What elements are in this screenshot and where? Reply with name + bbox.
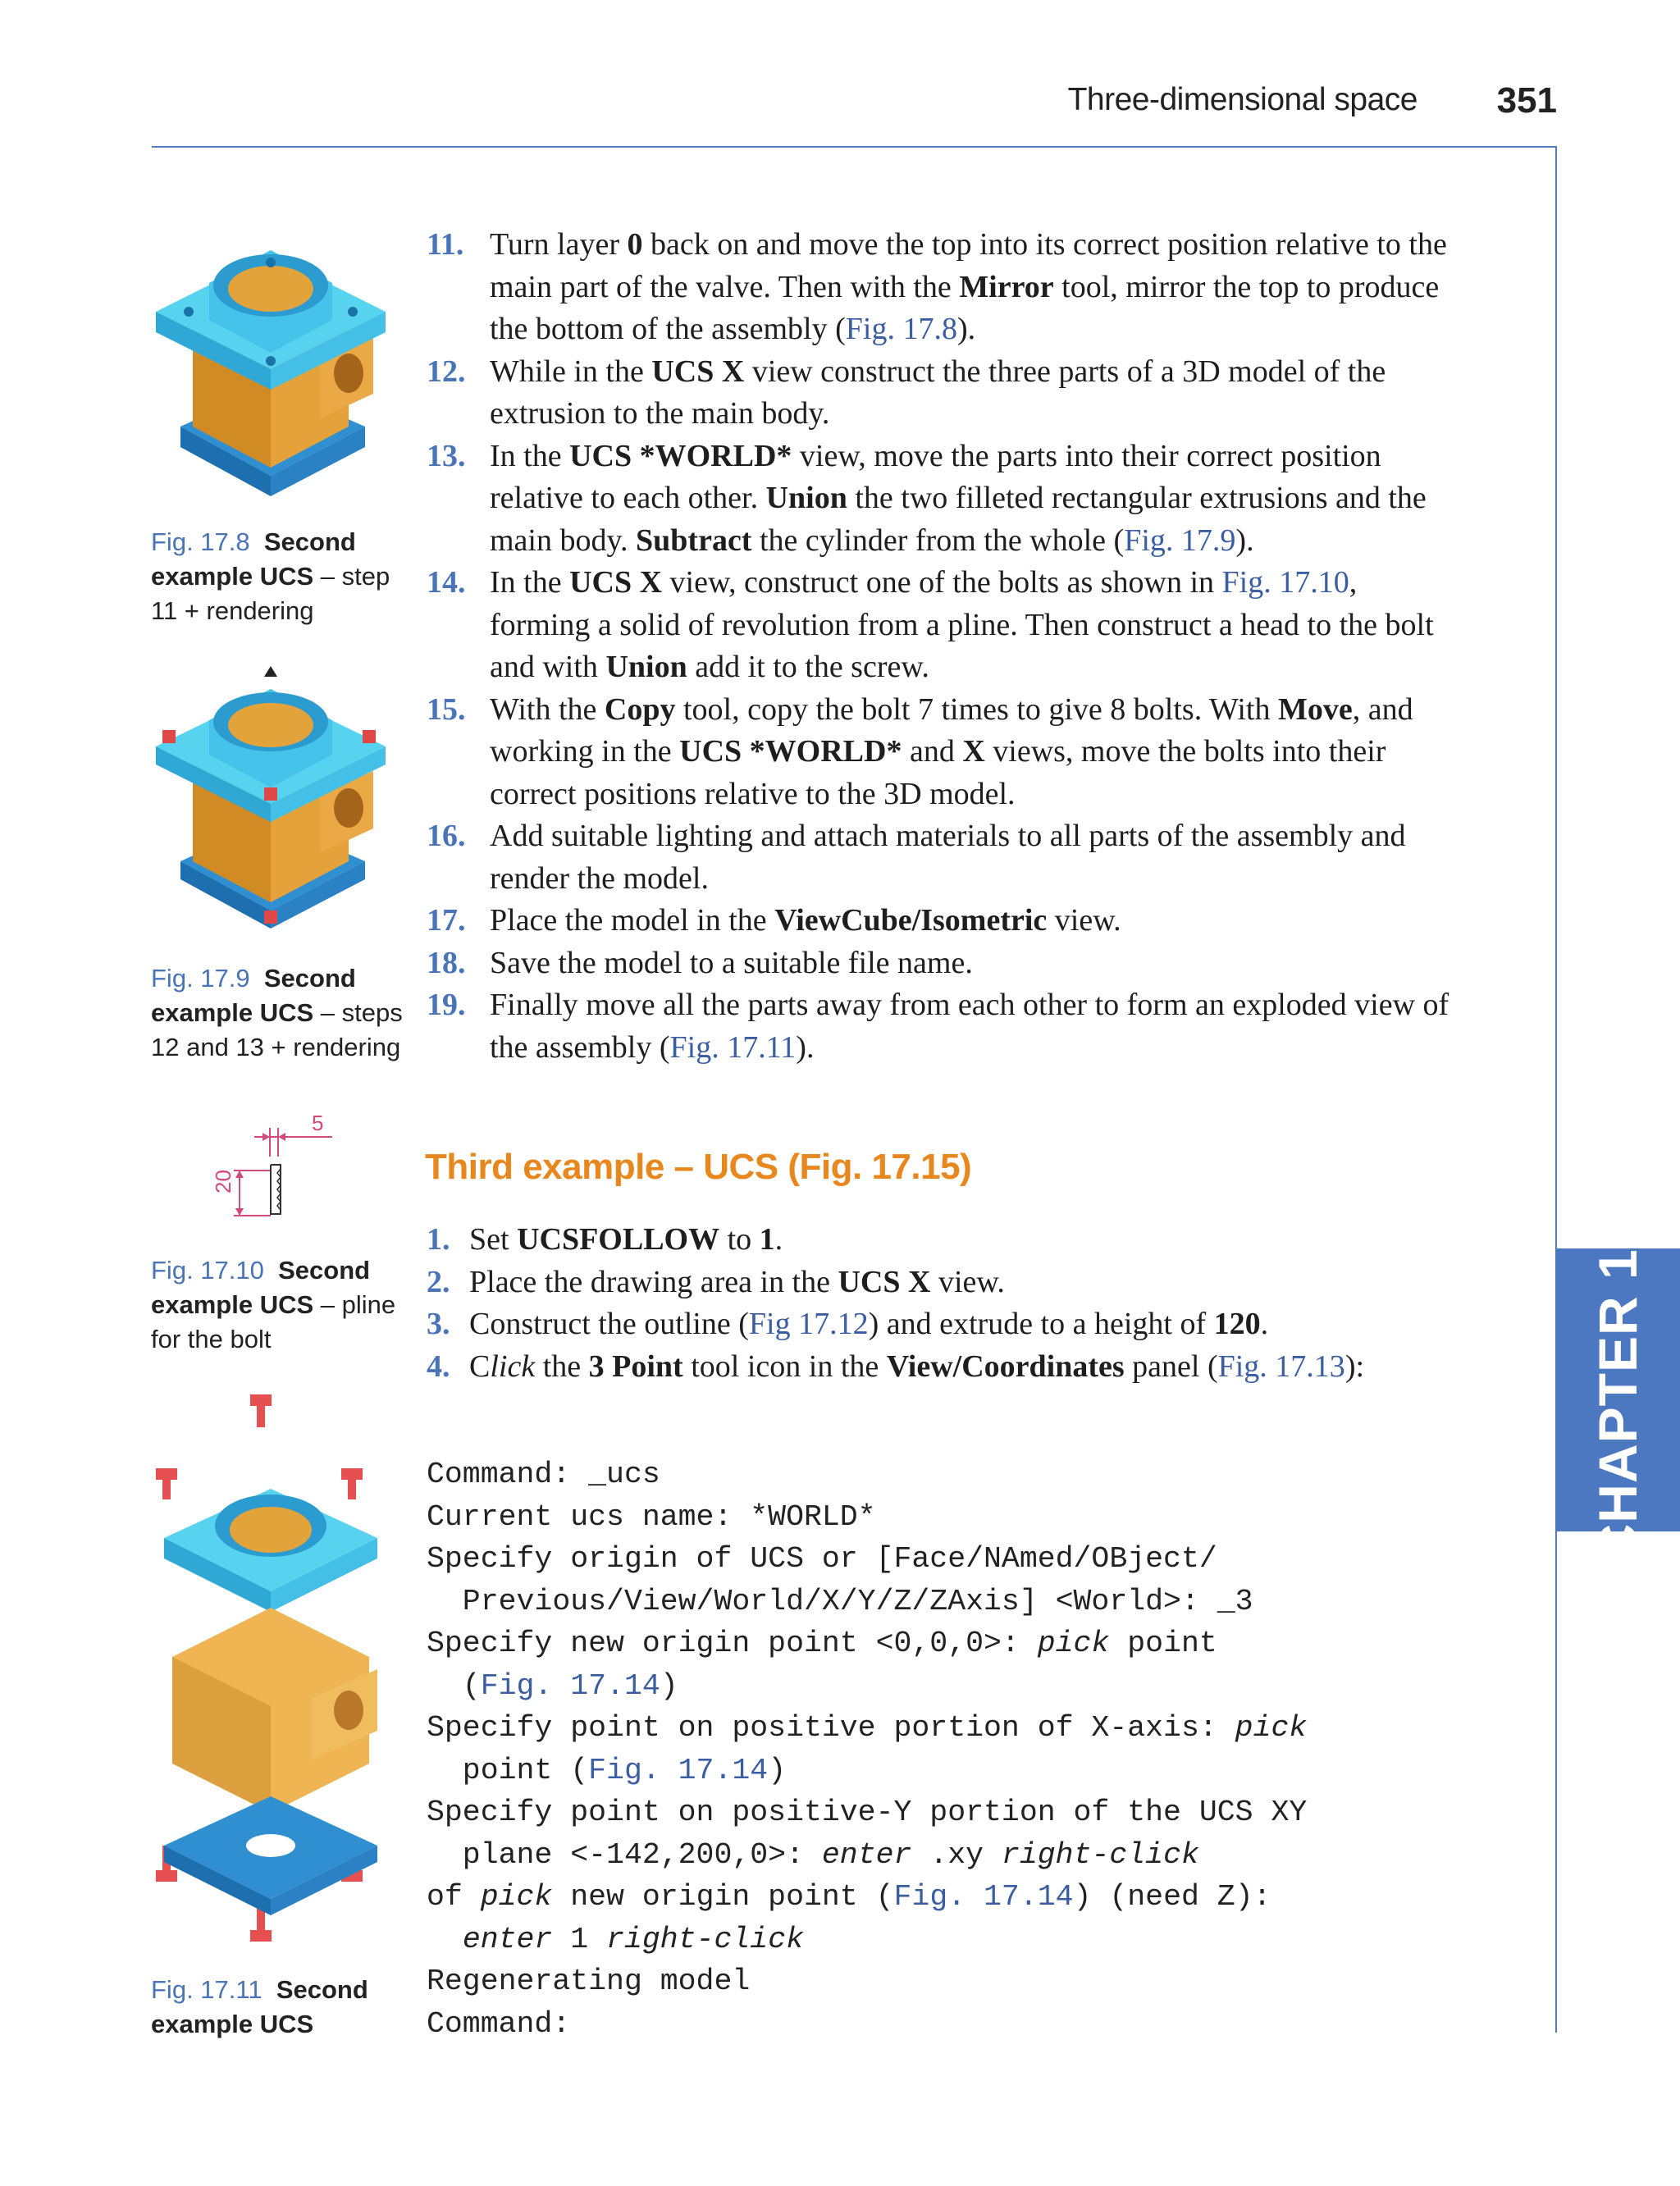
text-run: 1	[759, 1222, 775, 1257]
text-run: Copy	[604, 691, 676, 727]
text-run: X	[962, 734, 985, 769]
command-line	[427, 1960, 1518, 2003]
caption-text: – step 11 + rendering	[151, 562, 390, 625]
command-text: enter	[462, 1922, 553, 1956]
text-run: tool icon in the	[682, 1349, 887, 1384]
command-line	[427, 1876, 1518, 1919]
command-text: enter	[821, 1837, 912, 1872]
text-run: In the	[490, 565, 570, 600]
text-run: , forming a solid of revolution from a pline. Then construct a head to the bolt and with	[490, 565, 1434, 684]
text-run: UCS *WORLD*	[679, 734, 902, 769]
list-item	[427, 942, 1460, 985]
step-text	[490, 354, 1386, 431]
caption-title: Second example UCS	[151, 1975, 368, 2038]
command-text: right-click	[606, 1922, 805, 1956]
text-run: UCS X	[838, 1264, 931, 1299]
figure-17-8-image	[148, 221, 394, 525]
command-text: point	[1109, 1627, 1217, 1660]
step-text	[469, 1265, 1005, 1299]
list-item	[427, 351, 1460, 436]
step-text	[490, 946, 973, 980]
chapter-tab	[1555, 1217, 1680, 1563]
command-text: Specify point on positive portion of X-axis:	[427, 1711, 1235, 1745]
step-text	[469, 1307, 1268, 1341]
command-text: Previous/View/World/X/Y/Z/ZAxis] <World>: _3	[427, 1584, 1253, 1618]
step-text	[469, 1222, 783, 1257]
step-text	[490, 227, 1447, 346]
command-line	[427, 1538, 1518, 1581]
figure-17-9-caption	[151, 961, 405, 1065]
command-line	[427, 1919, 1518, 1961]
command-text: ) (need Z):	[1073, 1880, 1271, 1914]
figure-reference: Fig 17.12	[748, 1307, 869, 1341]
figure-17-11-caption	[151, 1973, 405, 2042]
text-run: view construct the three parts of a 3D model of the extrusion to the main body.	[490, 354, 1386, 431]
command-text: pick	[1235, 1711, 1308, 1745]
command-line	[427, 1665, 1518, 1708]
text-run: lick	[490, 1349, 536, 1384]
text-run: tool, copy the bolt 7 times to give 8 bolts. With	[675, 691, 1278, 727]
command-text: Current ucs name: *WORLD*	[427, 1499, 876, 1534]
section-heading-text: Third example – UCS	[425, 1147, 788, 1187]
command-line	[427, 1707, 1518, 1750]
list-item	[427, 562, 1460, 689]
command-text: new origin point (	[552, 1880, 894, 1914]
step-number: 4.	[427, 1349, 450, 1384]
text-run: UCS X	[651, 354, 745, 389]
command-text	[427, 1923, 463, 1956]
step-number: 11.	[427, 227, 464, 262]
text-run: Place the drawing area in the	[469, 1264, 838, 1299]
text-run: ).	[1235, 523, 1254, 558]
text-run: Union	[765, 481, 847, 515]
text-run: view.	[930, 1264, 1005, 1299]
text-run: Turn layer	[490, 227, 628, 262]
step-text	[490, 565, 1434, 684]
command-line	[427, 1791, 1518, 1834]
command-text: Command:	[427, 2006, 571, 2041]
text-run: ).	[956, 312, 976, 346]
command-text: Specify origin of UCS or [Face/NAmed/OBject/	[427, 1542, 1217, 1576]
command-text: pick	[1037, 1627, 1110, 1660]
bolt-height-dimension: 20	[211, 1170, 235, 1193]
step-text	[469, 1349, 1364, 1384]
text-run: view, move the parts into their correct position relative to each other.	[490, 438, 1381, 515]
figure-reference: Fig. 17.11	[669, 1029, 797, 1065]
valve-assembly-model-icon	[148, 221, 394, 525]
text-run: 0	[627, 227, 643, 262]
list-item	[427, 900, 1460, 942]
section-heading	[425, 1147, 971, 1188]
step-number: 13.	[427, 438, 466, 473]
running-title: Three-dimensional space	[1067, 82, 1418, 117]
text-run: 120	[1213, 1307, 1261, 1341]
step-text	[490, 903, 1121, 938]
text-run: Set	[469, 1222, 518, 1257]
text-run: View/Coordinates	[886, 1349, 1125, 1384]
command-text: .xy	[911, 1837, 1002, 1872]
step-number: 3.	[427, 1307, 450, 1341]
valve-assembly-with-bolts-icon	[148, 664, 394, 935]
command-text: plane <-142,200,0>:	[427, 1837, 822, 1872]
command-text: point (	[427, 1753, 589, 1787]
text-run: the cylinder from the whole (	[751, 523, 1125, 558]
figure-number: Fig. 17.10	[151, 1256, 264, 1285]
text-run: Save the model to a suitable file name.	[490, 945, 973, 980]
text-run: back on and move the top into its correct position relative to the main part of the valve. Then with the	[490, 227, 1447, 304]
figure-reference: Fig. 17.8	[845, 312, 957, 346]
top-rule	[152, 146, 1557, 148]
caption-title: Second example UCS	[151, 1256, 371, 1319]
step-number: 2.	[427, 1264, 450, 1299]
text-run: Add suitable lighting and attach materials to all parts of the assembly and render the model.	[490, 819, 1406, 896]
text-run: and	[902, 734, 963, 769]
list-item	[427, 1303, 1460, 1346]
caption-title: Second example UCS	[151, 964, 356, 1027]
step-text	[490, 692, 1413, 811]
text-run: tool, mirror the top to produce the bottom of the assembly (	[490, 269, 1440, 346]
text-run: In the	[490, 438, 570, 473]
text-run: C	[469, 1349, 491, 1384]
caption-text: – steps 12 and 13 + rendering	[151, 998, 403, 1061]
list-item	[427, 436, 1460, 563]
bolt-pline-drawing-icon	[197, 1107, 345, 1230]
figure-number: Fig. 17.9	[151, 964, 250, 993]
list-item	[427, 689, 1460, 816]
text-run: UCS X	[569, 565, 663, 600]
text-run: Place the model in the	[490, 903, 775, 938]
step-text	[490, 439, 1427, 558]
list-item	[427, 1346, 1460, 1389]
step-number: 19.	[427, 988, 466, 1022]
text-run: ViewCube/Isometric	[774, 903, 1048, 938]
text-run: add it to the screw.	[687, 650, 929, 684]
command-text: Specify point on positive-Y portion of the UCS XY	[427, 1796, 1308, 1829]
text-run: panel (	[1124, 1349, 1218, 1384]
command-text: right-click	[1001, 1837, 1199, 1872]
command-text: 1	[552, 1922, 607, 1956]
text-run: .	[1260, 1307, 1269, 1341]
caption-title: Second example UCS	[151, 527, 356, 591]
command-line	[427, 1622, 1518, 1665]
text-run: Move	[1277, 691, 1353, 727]
caption-text: – pline for the bolt	[151, 1290, 396, 1353]
step-number: 12.	[427, 354, 466, 389]
figure-reference: Fig. 17.14	[893, 1880, 1074, 1914]
bolt-width-dimension: 5	[312, 1111, 324, 1135]
text-run: Subtract	[636, 523, 752, 558]
step-number: 14.	[427, 565, 466, 600]
command-line	[427, 2003, 1518, 2046]
text-run: the	[535, 1349, 589, 1384]
exploded-valve-assembly-icon	[148, 1386, 394, 1952]
step-text	[490, 819, 1406, 896]
text-run: ).	[796, 1029, 815, 1065]
command-text: pick	[480, 1880, 553, 1914]
figure-reference: Fig. 17.9	[1124, 523, 1236, 558]
step-text	[490, 988, 1449, 1065]
text-run: the two filleted rectangular extrusions and the main body.	[490, 481, 1427, 558]
text-run: Union	[605, 650, 687, 684]
text-run: UCSFOLLOW	[517, 1222, 720, 1257]
command-text: Specify new origin point <0,0,0>:	[427, 1627, 1038, 1660]
figure-reference: Fig. 17.14	[480, 1668, 660, 1703]
third-example-steps	[427, 1219, 1460, 1388]
text-run: With the	[490, 691, 605, 727]
command-text: Regenerating model	[427, 1965, 751, 1998]
step-number: 15.	[427, 691, 466, 727]
text-run: 3 Point	[588, 1349, 683, 1384]
list-item	[427, 815, 1460, 900]
figure-reference: Fig. 17.13	[1217, 1349, 1345, 1384]
command-line	[427, 1581, 1518, 1623]
list-item	[427, 224, 1460, 351]
command-text: Command: _ucs	[427, 1458, 660, 1491]
figure-17-9-image	[148, 664, 394, 935]
figure-17-11-image	[148, 1386, 394, 1952]
figure-number: Fig. 17.11	[151, 1975, 262, 2004]
step-number: 16.	[427, 819, 466, 853]
command-listing	[427, 1454, 1518, 2045]
text-run: Construct the outline (	[469, 1307, 749, 1341]
list-item	[427, 1262, 1460, 1304]
text-run: UCS *WORLD*	[569, 438, 792, 473]
text-run: ):	[1344, 1349, 1365, 1384]
second-example-steps	[427, 224, 1460, 1069]
figure-number: Fig. 17.8	[151, 527, 250, 556]
text-run: Mirror	[959, 269, 1054, 304]
command-line	[427, 1834, 1518, 1877]
command-text: of	[427, 1880, 481, 1914]
text-run: view.	[1047, 903, 1121, 938]
text-run: to	[719, 1222, 760, 1257]
text-run: , and working in the	[490, 691, 1413, 769]
text-run: While in the	[490, 354, 652, 389]
right-rule	[1555, 146, 1557, 2033]
figure-17-10-caption	[151, 1253, 405, 1357]
figure-reference: Fig. 17.10	[1221, 565, 1349, 600]
page-number: 351	[1496, 80, 1557, 121]
text-run: Finally move all the parts away from each other to form an exploded view of the assembly (	[490, 988, 1449, 1065]
command-text: (	[427, 1668, 481, 1703]
list-item	[427, 1219, 1460, 1262]
step-number: 1.	[427, 1222, 450, 1257]
text-run: view, construct one of the bolts as shown in	[662, 565, 1222, 600]
command-text: )	[660, 1668, 678, 1703]
text-run: views, move the bolts into their correct positions relative to the 3D model.	[490, 734, 1386, 811]
command-line	[427, 1496, 1518, 1539]
chapter-tab-label: CHAPTER 17	[1587, 1217, 1648, 1563]
command-line	[427, 1750, 1518, 1792]
step-number: 18.	[427, 945, 466, 980]
text-run: .	[774, 1222, 783, 1257]
figure-17-8-caption	[151, 525, 405, 628]
step-number: 17.	[427, 903, 466, 938]
list-item	[427, 984, 1460, 1069]
command-text: )	[768, 1753, 787, 1787]
text-run: ) and extrude to a height of	[868, 1307, 1214, 1341]
figure-reference: Fig. 17.14	[588, 1753, 769, 1787]
section-heading-ref: (Fig. 17.15)	[788, 1147, 972, 1187]
figure-17-10-image	[197, 1107, 345, 1230]
command-line	[427, 1454, 1518, 1496]
